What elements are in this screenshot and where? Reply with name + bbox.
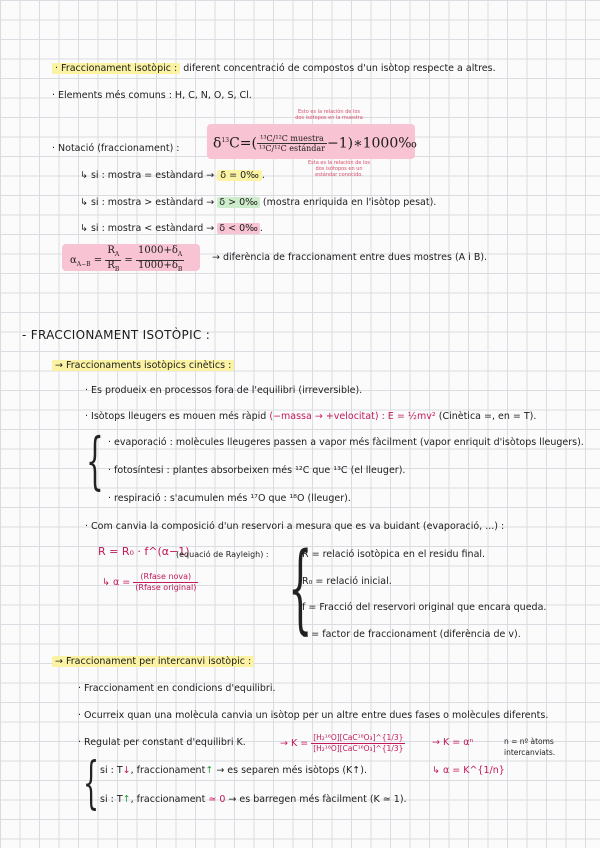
case-less: ↳ si : mostra < estàndard → δ < 0‰ . xyxy=(80,223,263,234)
subsection-kinetic: → Fraccionaments isotòpics cinètics : xyxy=(52,360,234,372)
exchange-point-3: · Regulat per constant d'equilibri K. xyxy=(78,737,246,748)
example-respiration: · respiració : s'acumulen més ¹⁷O que ¹⁸O (lleuger). xyxy=(108,493,351,504)
temperature-brace: { xyxy=(83,751,100,816)
definition-line xyxy=(52,63,496,75)
case-equal: ↳ si : mostra = estàndard → δ = 0‰ . xyxy=(80,170,265,181)
kinetic-point-2: · Isòtops lleugers es mouen més ràpid (−massa → +velocitat) : E = ½mv² (Cinètica =, en = T). xyxy=(85,411,537,422)
example-photosynthesis: · fotosíntesi : plantes absorbeixen més ¹²C que ¹³C (el lleuger). xyxy=(108,465,406,476)
alpha-from-k: ↳ α = K^{1/n} xyxy=(432,765,505,776)
exchange-point-2: · Ocurreix quan una molècula canvia un isòtop per un altre entre dues fases o molècules diferents. xyxy=(78,710,549,721)
exchange-point-1: · Fraccionament en condicions d'equilibri. xyxy=(78,683,276,694)
elements-line: · Elements més comuns : H, C, N, O, S, Cl. xyxy=(52,90,252,101)
rayleigh-equation: R = R₀ · f^(α−1) xyxy=(98,545,190,558)
kinetic-point-1: · Es produeix en processos fora de l'equilibri (irreversible). xyxy=(85,385,363,396)
delta-formula: $\delta^{13}C=$( $\frac{\text{¹³C/¹²C muestra}}{\text{¹³C/¹²C estándar}}$ −1)∗1000‰ xyxy=(213,134,418,154)
def-alpha: α = factor de fraccionament (diferència de v). xyxy=(302,629,521,640)
kinetic-point-3: · Com canvia la composició d'un reservori a mesura que es va buidant (evaporació, ...) : xyxy=(85,521,505,532)
example-evaporation: · evaporació : molècules lleugeres passen a vapor més fàcilment (vapor enriquit d'isòtops lleugers). xyxy=(108,437,584,448)
k-alpha-relation: → K = αⁿ xyxy=(432,737,474,748)
note-top: Esto es la relación de los dos isótopos en la muestra xyxy=(295,109,363,121)
temp-high-case: si : T↑, fraccionament ≃ 0 → es barregen més fàcilment (K ≃ 1). xyxy=(100,794,407,805)
n-note: n = nº àtoms intercanviats. xyxy=(504,737,556,757)
alpha-definition: ↳ α = $\frac{\text{(Rfase nova)}}{\text{(Rfase original)}}$ xyxy=(102,572,197,592)
notation-label: · Notació (fraccionament) : xyxy=(52,143,180,154)
alpha-description: → diferència de fraccionament entre dues mostres (A i B). xyxy=(212,252,488,263)
section-title: - FRACCIONAMENT ISOTÒPIC : xyxy=(22,328,211,342)
temp-low-case: si : T↓, fraccionament↑ → es separen més isòtops (K↑). xyxy=(100,765,367,776)
subsection-exchange: → Fraccionament per intercanvi isotòpic : xyxy=(52,656,254,668)
def-f: f = Fracció del reservori original que encara queda. xyxy=(302,602,547,613)
definitions-brace: { xyxy=(288,532,313,644)
rayleigh-label: (equació de Rayleigh) : xyxy=(176,550,269,559)
curly-brace: { xyxy=(86,424,104,497)
def-R: R = relació isotòpica en el residu final. xyxy=(302,549,486,560)
k-equation: → K = $\frac{\text{[H₂¹⁶O][CaC¹⁸O₃]\textasciicircum{}\{1/3\}}}{\text{[H₂¹⁸O][CaC¹⁶O₃]\textasciicircum{}\{1/3\}}}$ xyxy=(280,733,404,753)
case-greater: ↳ si : mostra > estàndard → δ > 0‰ (mostra enriquida en l'isòtop pesat). xyxy=(80,197,437,208)
term-fraccionament: · Fraccionament isotòpic : xyxy=(52,63,180,74)
def-R0: R₀ = relació inicial. xyxy=(302,576,392,587)
alpha-formula: $\alpha_{A-B}$ = $\frac{R_A}{R_B}$ = $\frac{1000+\delta_A}{1000+\delta_B}$ xyxy=(70,245,183,273)
note-bottom: Esta es la relación de los dos isótopos en un estándar conocido. xyxy=(307,160,370,178)
definition-text: diferent concentració de compostos d'un isòtop respecte a altres. xyxy=(183,63,496,74)
